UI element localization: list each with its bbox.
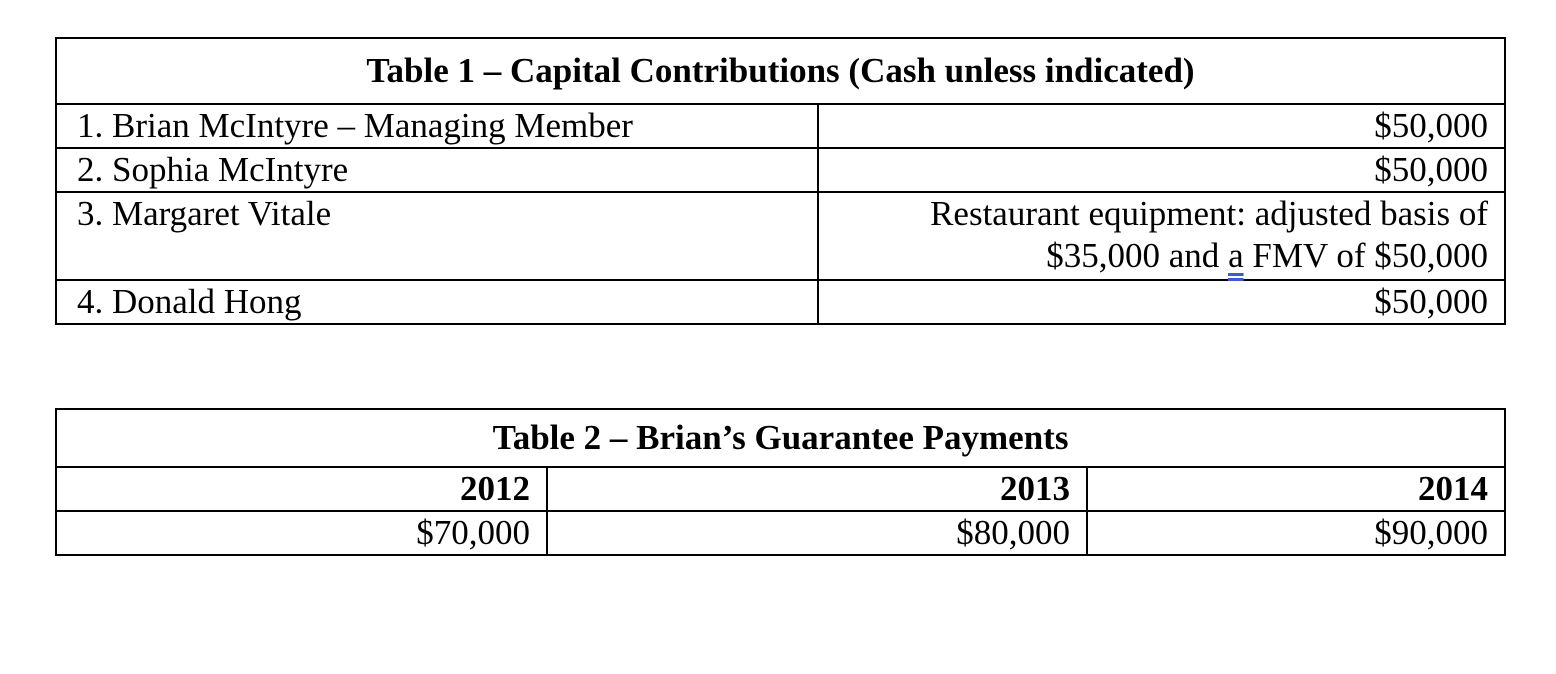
contribution-value-cell: $50,000 bbox=[818, 104, 1505, 148]
member-name-cell: 2. Sophia McIntyre bbox=[56, 148, 818, 192]
member-name-cell: 1. Brian McIntyre – Managing Member bbox=[56, 104, 818, 148]
year-header: 2012 bbox=[56, 467, 547, 511]
table-row bbox=[56, 104, 1505, 148]
value-text: $35,000 and bbox=[1046, 236, 1229, 275]
table-row bbox=[56, 280, 1505, 324]
contribution-value-line: Restaurant equipment: adjusted basis of bbox=[930, 194, 1488, 233]
table-row bbox=[56, 148, 1505, 192]
member-name-cell: 4. Donald Hong bbox=[56, 280, 818, 324]
guarantee-payments-table bbox=[55, 408, 1506, 556]
table1-title: Table 1 – Capital Contributions (Cash unless indicated) bbox=[56, 38, 1505, 104]
contribution-value-cell: $50,000 bbox=[818, 280, 1505, 324]
year-header: 2013 bbox=[547, 467, 1087, 511]
payment-amount-cell: $70,000 bbox=[56, 511, 547, 555]
year-header: 2014 bbox=[1087, 467, 1505, 511]
contribution-value-cell bbox=[818, 192, 1505, 280]
payment-amount-cell: $90,000 bbox=[1087, 511, 1505, 555]
underlined-word: a bbox=[1228, 236, 1244, 275]
table2-title: Table 2 – Brian’s Guarantee Payments bbox=[56, 409, 1505, 467]
table-row bbox=[56, 192, 1505, 280]
value-text: FMV of $50,000 bbox=[1243, 236, 1488, 275]
contribution-value-line bbox=[839, 235, 1488, 277]
contribution-value-cell: $50,000 bbox=[818, 148, 1505, 192]
table-header-row bbox=[56, 467, 1505, 511]
capital-contributions-table bbox=[55, 37, 1506, 325]
payment-amount-cell: $80,000 bbox=[547, 511, 1087, 555]
table-row bbox=[56, 511, 1505, 555]
member-name-cell: 3. Margaret Vitale bbox=[56, 192, 818, 280]
